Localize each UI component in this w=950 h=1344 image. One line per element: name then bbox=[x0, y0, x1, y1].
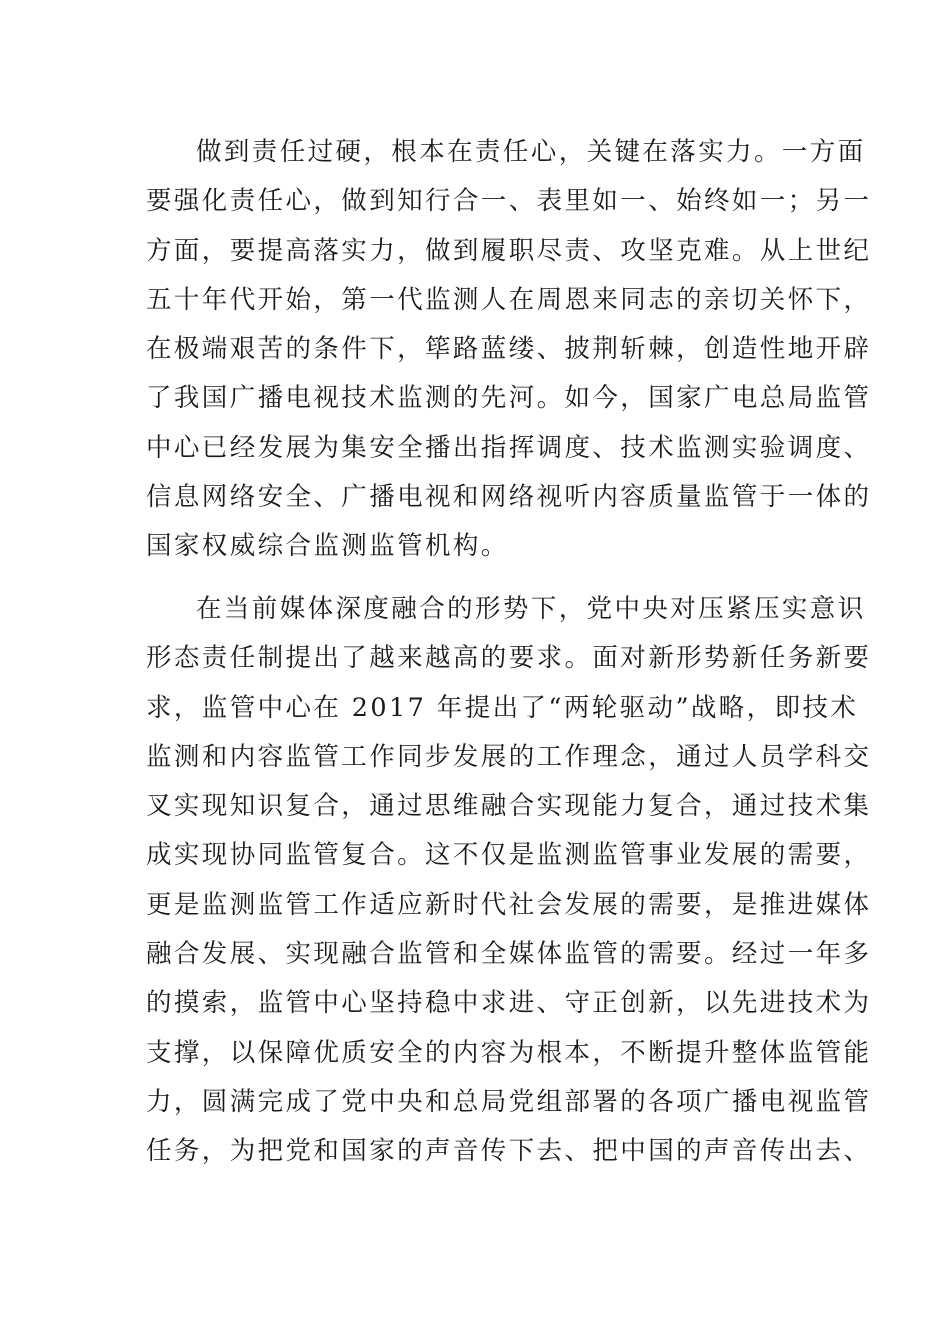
text-line: 成实现协同监管复合。这不仅是监测监管事业发展的需要， bbox=[146, 840, 872, 871]
text-line: 任务，为把党和国家的声音传下去、把中国的声音传出去、 bbox=[146, 1136, 872, 1167]
text-line: 国家权威综合监测监管机构。 bbox=[146, 531, 509, 562]
text-line: 形态责任制提出了越来越高的要求。面对新形势新任务新要 bbox=[146, 643, 872, 674]
text-line: 做到责任过硬，根本在责任心，关键在落实力。一方面 bbox=[196, 137, 866, 167]
text-line: 在极端艰苦的条件下，筚路蓝缕、披荆斩棘，创造性地开辟 bbox=[146, 334, 872, 365]
text-line: 更是监测监管工作适应新时代社会发展的需要，是推进媒体 bbox=[146, 889, 872, 920]
paragraph bbox=[146, 585, 872, 1177]
text-line: 融合发展、实现融合监管和全媒体监管的需要。经过一年多 bbox=[146, 939, 872, 970]
text-line: 在当前媒体深度融合的形势下，党中央对压紧压实意识 bbox=[196, 594, 866, 624]
text-line: 力，圆满完成了党中央和总局党组部署的各项广播电视监管 bbox=[146, 1086, 872, 1117]
text-line: 叉实现知识复合，通过思维融合实现能力复合，通过技术集 bbox=[146, 791, 872, 822]
text-line: 的摸索，监管中心坚持稳中求进、守正创新，以先进技术为 bbox=[146, 988, 872, 1019]
text-line: 方面，要提高落实力，做到履职尽责、攻坚克难。从上世纪 bbox=[146, 235, 872, 266]
text-line: 监测和内容监管工作同步发展的工作理念，通过人员学科交 bbox=[146, 741, 872, 772]
text-line: 了我国广播电视技术监测的先河。如今，国家广电总局监管 bbox=[146, 383, 872, 414]
text-line: 五十年代开始，第一代监测人在周恩来同志的亲切关怀下， bbox=[146, 284, 872, 315]
text-line: 中心已经发展为集安全播出指挥调度、技术监测实验调度、 bbox=[146, 432, 872, 463]
text-line: 信息网络安全、广播电视和网络视听内容质量监管于一体的 bbox=[146, 482, 872, 513]
text-line: 支撑，以保障优质安全的内容为根本，不断提升整体监管能 bbox=[146, 1037, 872, 1068]
text-line: 要强化责任心，做到知行合一、表里如一、始终如一；另一 bbox=[146, 186, 872, 217]
paragraph bbox=[146, 128, 872, 572]
text-line: 求，监管中心在 2017 年提出了“两轮驱动”战略，即技术 bbox=[146, 692, 859, 723]
